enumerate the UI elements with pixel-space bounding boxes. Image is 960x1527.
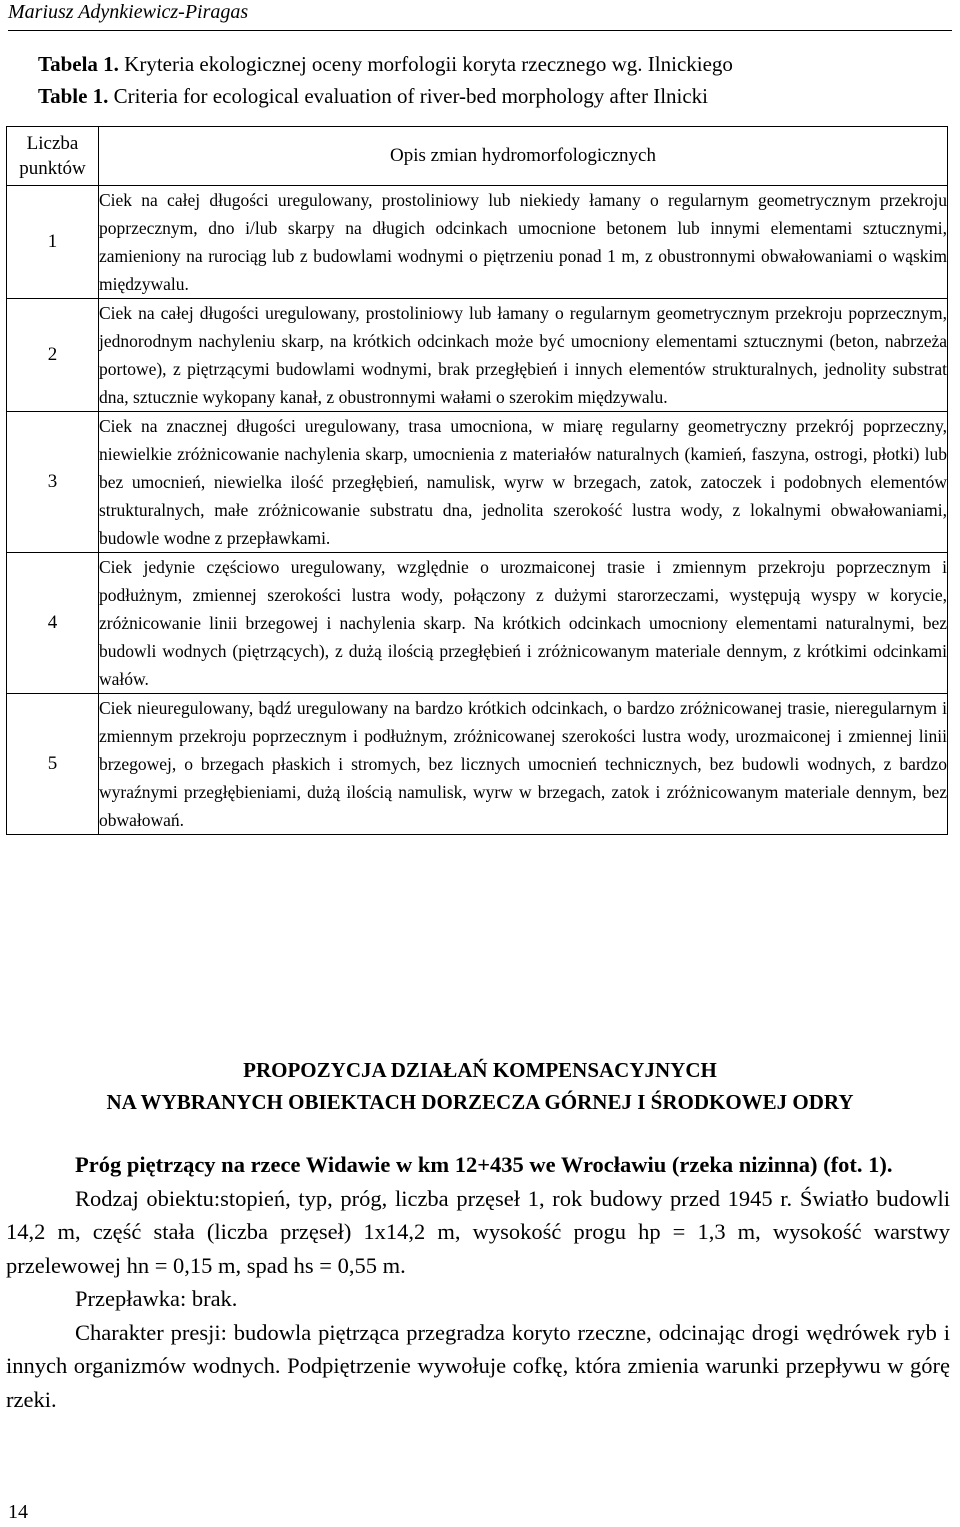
table-row bbox=[7, 186, 948, 299]
table-caption-polish-text: Kryteria ekologicznej oceny morfologii koryta rzecznego wg. Ilnickiego bbox=[124, 52, 733, 76]
table-caption-english bbox=[38, 81, 948, 111]
running-header bbox=[8, 0, 952, 31]
score-cell: 3 bbox=[7, 412, 99, 553]
score-cell: 4 bbox=[7, 553, 99, 694]
object-heading: Próg piętrzący na rzece Widawie w km 12+435 we Wrocławiu (rzeka nizinna) (fot. 1). bbox=[75, 1152, 893, 1177]
table-caption-english-text: Criteria for ecological evaluation of river-bed morphology after Ilnicki bbox=[113, 84, 709, 108]
table-row bbox=[7, 412, 948, 553]
running-header-author: Mariusz Adynkiewicz-Piragas bbox=[8, 1, 249, 23]
table-row bbox=[7, 553, 948, 694]
score-cell: 2 bbox=[7, 299, 99, 412]
criteria-table bbox=[6, 126, 948, 835]
body-text bbox=[6, 1148, 950, 1416]
table-row bbox=[7, 299, 948, 412]
description-cell: Ciek na znacznej długości uregulowany, trasa umocniona, w miarę regularny geometryczny przekrój poprzeczny, niewielkie zróżnicowanie nachylenia skarp, umocnienia z materiałów naturalnych (kamień, faszyna, ostrogi, płotki) lub bez umocnień, niewielka ilość przegłębień, namulisk, wyrw w brzegach, zatok, zatoczek i podobnych elementów strukturalnych, małe zróżnicowanie substratu dna, jednolita szerokość lustra wody, z lokalnymi obwałowaniami, budowle wodne z przepławkami. bbox=[99, 412, 948, 553]
table-header-row bbox=[7, 127, 948, 186]
table-caption-english-label: Table 1. bbox=[38, 84, 109, 108]
object-type-paragraph: Rodzaj obiektu:stopień, typ, próg, liczba przęseł 1, rok budowy przed 1945 r. Światło budowli 14,2 m, część stała (liczba przęseł) 1x14,2 m, wysokość progu hp = 1,3 m, wysokość warstwy przelewowej hn = 0,15 m, spad hs = 0,55 m. bbox=[6, 1185, 950, 1278]
column-header-score: Liczba punktów bbox=[7, 127, 99, 186]
table-caption-polish-label: Tabela 1. bbox=[38, 52, 119, 76]
table-caption-polish bbox=[38, 49, 948, 79]
page-number: 14 bbox=[8, 1501, 28, 1523]
score-cell: 1 bbox=[7, 186, 99, 299]
table-row bbox=[7, 694, 948, 835]
pressure-paragraph: Charakter presji: budowla piętrząca przegradza koryto rzeczne, odcinając drogi wędrówek ryb i innych organizmów wodnych. Podpiętrzenie wywołuje cofkę, która zmienia warunki przepływu w górę rzeki. bbox=[6, 1319, 950, 1412]
column-header-description: Opis zmian hydromorfologicznych bbox=[99, 127, 948, 186]
section-title-line-2: NA WYBRANYCH OBIEKTACH DORZECZA GÓRNEJ I ŚRODKOWEJ ODRY bbox=[106, 1090, 854, 1114]
score-cell: 5 bbox=[7, 694, 99, 835]
fish-pass-paragraph: Przepławka: brak. bbox=[75, 1286, 238, 1311]
description-cell: Ciek na całej długości uregulowany, prostoliniowy lub łamany o regularnym geometrycznym przekroju poprzecznym, jednorodnym nachyleniu skarp, na krótkich odcinkach może być umocniony elementami sztucznymi (beton, nabrzeża portowe), z piętrzącymi budowlami wodnymi, brak przegłębień i innych elementów strukturalnych, jednolity substrat dna, sztucznie wykopany kanał, z obustronnymi wałami o szerokim międzywalu. bbox=[99, 299, 948, 412]
description-cell: Ciek jedynie częściowo uregulowany, względnie o urozmaiconej trasie i zmiennym przekroju poprzecznym i podłużnym, zmiennej szerokości lustra wody, połączony z dużymi starorzeczami, występują wyspy w korycie, zróżnicowanie linii brzegowej i nachylenia skarp. Na krótkich odcinkach umocniony elementami naturalnymi, bez budowli wodnych (piętrzących), z dużą ilością przegłębień i zróżnicowanym materiale dennym, z krótkimi odcinkami wałów. bbox=[99, 553, 948, 694]
section-title-line-1: PROPOZYCJA DZIAŁAŃ KOMPENSACYJNYCH bbox=[243, 1058, 717, 1082]
description-cell: Ciek na całej długości uregulowany, prostoliniowy lub niekiedy łamany o regularnym geometrycznym przekroju poprzecznym, dno i/lub skarpy na długich odcinkach umocnione betonem lub innymi elementami sztucznymi, zamieniony na rurociąg lub z budowlami wodnymi o piętrzeniu ponad 1 m, z obustronnymi obwałowaniami o wąskim międzywalu. bbox=[99, 186, 948, 299]
description-cell: Ciek nieuregulowany, bądź uregulowany na bardzo krótkich odcinkach, o bardzo zróżnicowanej trasie, nieregularnym i zmiennym przekroju poprzecznym i podłużnym, zróżnicowanej szerokości lustra wody, urozmaiconej i zmiennej linii brzegowej, o brzegach płaskich i stromych, bez licznych umocnień technicznych, bez budowli wodnych, z bardzo wyraźnymi przegłębieniami, dużą ilością namulisk, wyrw w brzegach, zatok i zróżnicowanym materiale dennym, bez obwałowań. bbox=[99, 694, 948, 835]
